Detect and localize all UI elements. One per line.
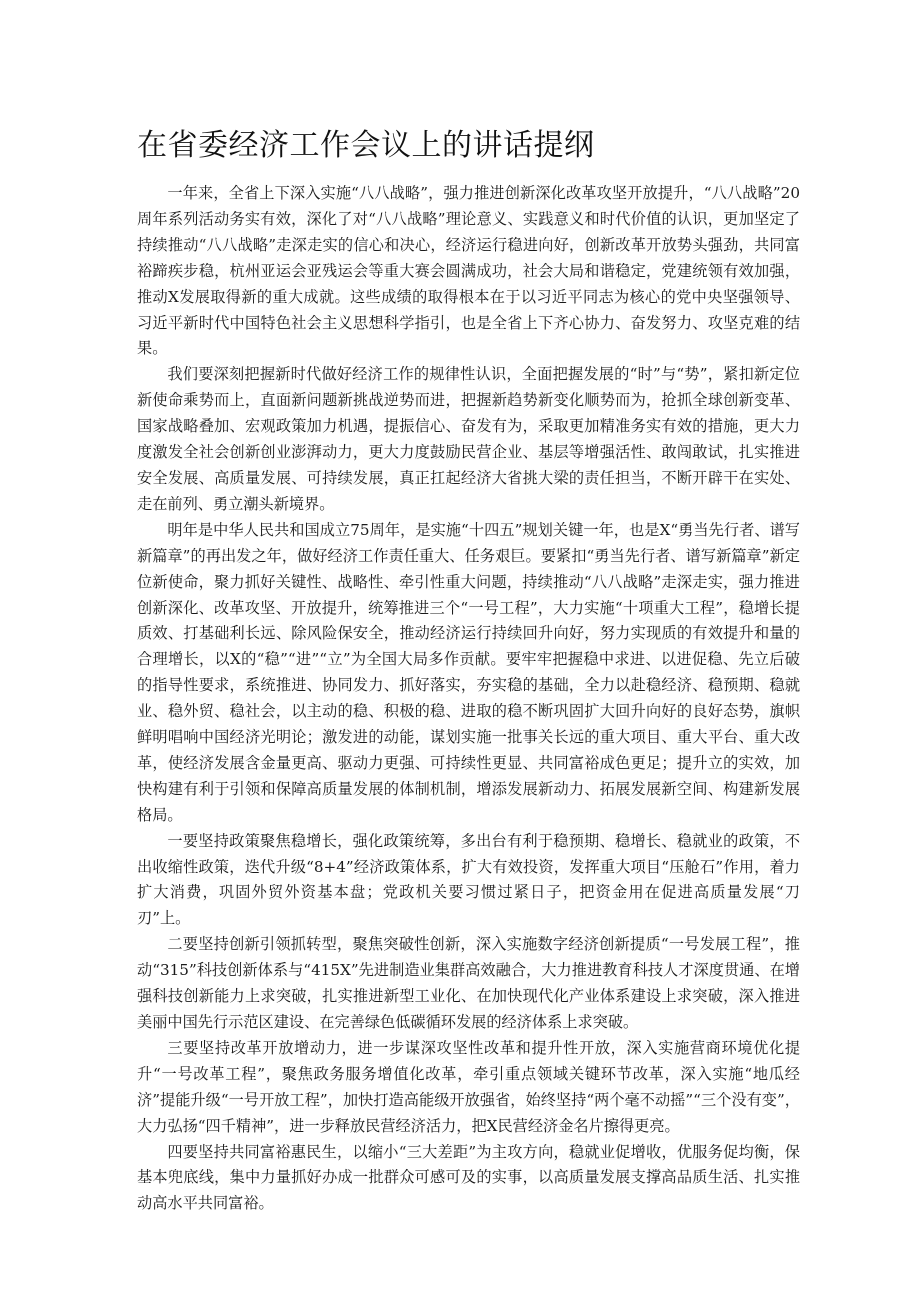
paragraph-economic-work-principles: 我们要深刻把握新时代做好经济工作的规律性认识，全面把握发展的“时”与“势”，紧扣新定位新使命乘势而上，直面新问题新挑战逆势而进，把握新趋势新变化顺势而为，抢抓全球创新变革、国家战略叠加、宏观政策加力机遇，提振信心、奋发有为，采取更加精准务实有效的措施，更大力度激发全社会创新创业澎湃动力，更大力度鼓励民营企业、基层等增强活性、敢闯敢试，扎实推进安全发展、高质量发展、可持续发展，真正扛起经济大省挑大梁的责任担当，不断开辟干在实处、走在前列、勇立潮头新境界。 [137, 365, 800, 513]
paragraph-point-four-prosperity: 四要坚持共同富裕惠民生，以缩小“三大差距”为主攻方向，稳就业促增收，优服务促均衡，保基本兜底线，集中力量抓好办成一批群众可感可及的实事，以高质量发展支撑高品质生活、扎实推动高水平共同富裕。 [137, 1142, 800, 1213]
paragraph-point-one-policy: 一要坚持政策聚焦稳增长，强化政策统筹，多出台有利于稳预期、稳增长、稳就业的政策，不出收缩性政策，迭代升级“8+4”经济政策体系，扩大有效投资，发挥重大项目“压舱石”作用，着力扩大消费，巩固外贸外资基本盘；党政机关要习惯过紧日子，把资金用在促进高质量发展“刀刃”上。 [137, 831, 800, 928]
document-title: 在省委经济工作会议上的讲话提纲 [137, 128, 595, 163]
paragraph-point-three-reform: 三要坚持改革开放增动力，进一步谋深攻坚性改革和提升性开放，深入实施营商环境优化提升“一号改革工程”，聚焦政务服务增值化改革，牵引重点领域关键环节改革，深入实施“地瓜经济”提能升级“一号开放工程”，加快打造高能级开放强省，始终坚持“两个毫不动摇”“三个没有变”，大力弘扬“四千精神”，进一步释放民营经济活力，把X民营经济金名片擦得更亮。 [137, 1038, 800, 1135]
document-body [137, 181, 800, 1217]
paragraph-next-year-tasks: 明年是中华人民共和国成立75周年，是实施“十四五”规划关键一年，也是X“勇当先行者、谱写新篇章”的再出发之年，做好经济工作责任重大、任务艰巨。要紧扣“勇当先行者、谱写新篇章”新定位新使命，聚力抓好关键性、战略性、牵引性重大问题，持续推动“八八战略”走深走实，强力推进创新深化、改革攻坚、开放提升，统筹推进三个“一号工程”，大力实施“十项重大工程”，稳增长提质效、打基础利长远、除风险保安全，推动经济运行持续回升向好，努力实现质的有效提升和量的合理增长，以X的“稳”“进”“立”为全国大局多作贡献。要牢牢把握稳中求进、以进促稳、先立后破的指导性要求，系统推进、协同发力、抓好落实，夯实稳的基础，全力以赴稳经济、稳预期、稳就业、稳外贸、稳社会，以主动的稳、积极的稳、进取的稳不断巩固扩大回升向好的良好态势，旗帜鲜明唱响中国经济光明论；激发进的动能，谋划实施一批事关长远的重大项目、重大平台、重大改革，使经济发展含金量更高、驱动力更强、可持续性更显、共同富裕成色更足；提升立的实效，加快构建有利于引领和保障高质量发展的体制机制，增添发展新动力、拓展发展新空间、构建新发展格局。 [137, 520, 800, 824]
paragraph-intro-achievements: 一年来，全省上下深入实施“八八战略”，强力推进创新深化改革攻坚开放提升，“八八战略”20周年系列活动务实有效，深化了对“八八战略”理论意义、实践意义和时代价值的认识，更加坚定了持续推动“八八战略”走深走实的信心和决心，经济运行稳进向好，创新改革开放势头强劲，共同富裕蹄疾步稳，杭州亚运会亚残运会等重大赛会圆满成功，社会大局和谐稳定，党建统领有效加强，推动X发展取得新的重大成就。这些成绩的取得根本在于以习近平同志为核心的党中央坚强领导、习近平新时代中国特色社会主义思想科学指引，也是全省上下齐心协力、奋发努力、攻坚克难的结果。 [137, 184, 800, 358]
paragraph-point-two-innovation: 二要坚持创新引领抓转型，聚焦突破性创新，深入实施数字经济创新提质“一号发展工程”，推动“315”科技创新体系与“415X”先进制造业集群高效融合，大力推进教育科技人才深度贯通、在增强科技创新能力上求突破，扎实推进新型工业化、在加快现代化产业体系建设上求突破，深入推进美丽中国先行示范区建设、在完善绿色低碳循环发展的经济体系上求突破。 [137, 935, 800, 1031]
